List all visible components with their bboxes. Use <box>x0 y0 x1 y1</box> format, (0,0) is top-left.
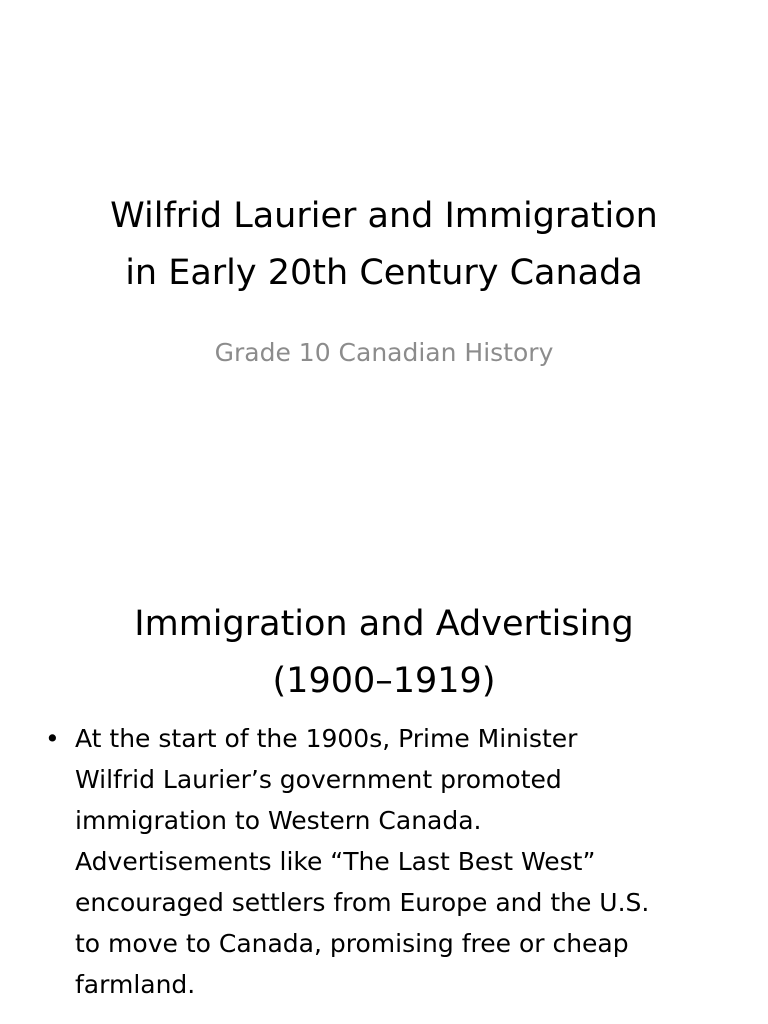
slide-subtitle: Grade 10 Canadian History <box>214 338 554 367</box>
bullet-list <box>40 718 730 1005</box>
bullet-text-line: farmland. <box>75 970 196 999</box>
title-line-2: (1900–1919) <box>272 661 496 701</box>
bullet-text-line: to move to Canada, promising free or cheap <box>75 929 629 958</box>
slide-title <box>40 188 728 302</box>
bullet-marker: • <box>45 724 60 753</box>
title-line-1: Wilfrid Laurier and Immigration <box>110 196 658 236</box>
title-line-1: Immigration and Advertising <box>134 604 634 644</box>
slide-title <box>40 596 728 710</box>
bullet-item <box>40 718 730 1005</box>
content-slide <box>0 560 768 1024</box>
bullet-text-line: immigration to Western Canada. <box>75 806 482 835</box>
title-line-2: in Early 20th Century Canada <box>125 253 643 293</box>
bullet-text-line: Advertisements like “The Last Best West” <box>75 847 596 876</box>
bullet-text-line: At the start of the 1900s, Prime Minister <box>75 724 578 753</box>
bullet-text-line: encouraged settlers from Europe and the U.S. <box>75 888 650 917</box>
bullet-text-line: Wilfrid Laurier’s government promoted <box>75 765 562 794</box>
